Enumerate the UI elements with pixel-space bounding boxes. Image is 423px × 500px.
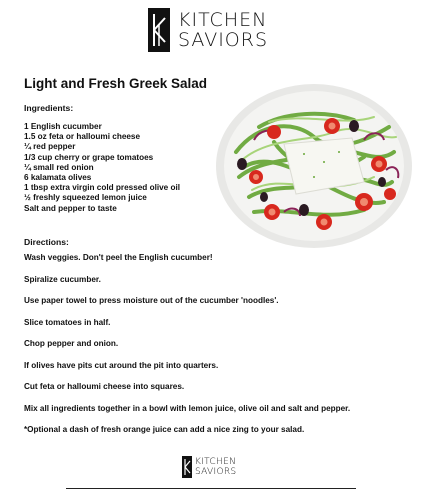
brand-name [178,10,268,50]
ingredient-item: 1 English cucumber [24,122,102,131]
ingredient-item: ¼ small red onion [24,162,94,172]
footer-brand-logo [182,456,236,478]
direction-step: Slice tomatoes in half. [24,317,111,327]
direction-step: Chop pepper and onion. [24,339,119,348]
ingredient-item: 1.5 oz feta or halloumi cheese [24,132,141,142]
brand-line2: SAVIORS [178,29,269,51]
logo-mark-icon [148,8,170,52]
direction-step: Spiralize cucumber. [24,274,101,284]
footer-divider [66,488,356,489]
footer-logo-mark-icon [182,456,192,478]
directions-list [24,253,414,447]
direction-step: If olives have pits cut around the pit into quarters. [24,360,219,370]
brand-line1: KITCHEN [178,9,268,31]
ingredient-item: ¼ red pepper [24,142,76,152]
brand-logo [148,8,268,52]
salad-photo [214,82,414,250]
direction-step: Mix all ingredients together in a bowl with lemon juice, olive oil and salt and pepper. [24,403,351,413]
ingredient-item: 1 tbsp extra virgin cold pressed olive oil [24,183,181,193]
ingredient-item: 6 kalamata olives [24,173,92,183]
direction-step: Use paper towel to press moisture out of the cucumber 'noodles'. [24,296,279,305]
footer-brand-name [195,457,236,477]
direction-step: Wash veggies. Don't peel the English cucumber! [24,253,213,262]
recipe-title: Light and Fresh Greek Salad [24,76,208,91]
direction-step: Cut feta or halloumi cheese into squares. [24,382,185,391]
ingredient-item: 1/3 cup cherry or grape tomatoes [24,152,154,162]
footer-brand-line2: SAVIORS [195,467,237,477]
ingredient-item: Salt and pepper to taste [24,203,117,213]
ingredients-list [24,122,180,214]
direction-step: *Optional a dash of fresh orange juice can add a nice zing to your salad. [24,425,305,434]
footer-brand-line1: KITCHEN [195,457,237,467]
directions-label: Directions: [24,237,69,247]
ingredient-item: ½ freshly squeezed lemon juice [24,193,147,203]
ingredients-label: Ingredients: [24,103,74,113]
